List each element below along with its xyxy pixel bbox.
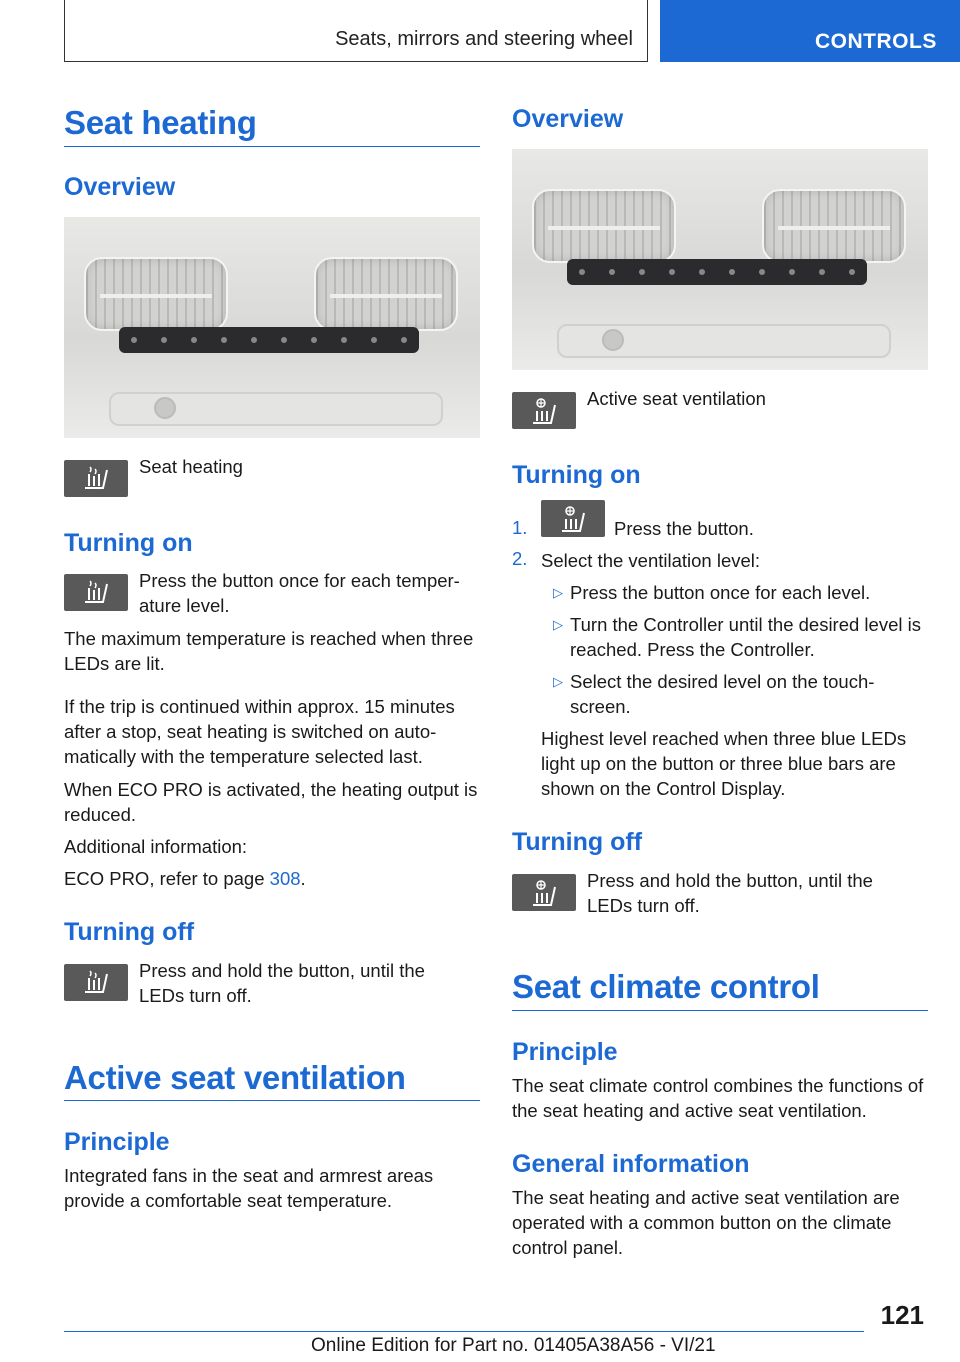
overview-heading-right: Overview [512, 105, 624, 133]
climate-button-strip [119, 327, 419, 353]
overview-heading-left: Overview [64, 173, 176, 201]
turning-off-heading-right: Turning off [512, 828, 643, 856]
section-title: Seats, mirrors and steering wheel [335, 28, 633, 50]
page-link-308[interactable]: 308 [269, 868, 301, 889]
turning-off-heading-left: Turning off [64, 918, 195, 946]
air-vent-right [762, 189, 906, 263]
general-info-heading: General information [512, 1150, 750, 1178]
step-1-text: Press the button. [614, 518, 754, 539]
edition-footer: Online Edition for Part no. 01405A38A56 - VI/21 [311, 1335, 716, 1356]
step-2-text: Select the ventilation level: [541, 550, 761, 571]
climate-panel-photo-left [64, 217, 480, 438]
highest-level-text: Highest level reached when three blue LEDs light up on the button or three blue bars are shown on the Control Display. [541, 728, 907, 799]
turning-off-text-line2: LEDs turn off. [139, 985, 252, 1006]
step-number-2: 2. [512, 548, 528, 569]
bullet-marker: ▷ [553, 617, 563, 632]
bullet-marker: ▷ [553, 585, 563, 600]
climate-button-strip [567, 259, 867, 285]
seat-ventilation-icon [541, 500, 605, 537]
active-seat-ventilation-title: Active seat ventilation [64, 1059, 406, 1096]
bullet-marker: ▷ [553, 674, 563, 689]
principle-heading-left: Principle [64, 1128, 170, 1156]
turning-on-text-line1: Press the button once for each temper‐ [139, 570, 460, 591]
air-vent-left [84, 257, 228, 331]
title-rule [64, 1100, 480, 1101]
chapter-title: CONTROLS [815, 30, 937, 53]
turning-off-right-line2: LEDs turn off. [587, 895, 700, 916]
overview-caption-left: Seat heating [139, 456, 243, 477]
turning-off-text-line1: Press and hold the button, until the [139, 960, 425, 981]
bullet-1-text: Press the button once for each level. [570, 582, 871, 603]
bullet-3-text: Select the desired level on the touch‐ screen. [570, 671, 875, 717]
turning-on-heading-left: Turning on [64, 529, 193, 557]
air-vent-left [532, 189, 676, 263]
general-info-text: The seat heating and active seat ventilation are operated with a common button on the climate control panel. [512, 1187, 900, 1258]
seat-heating-icon [64, 574, 128, 611]
running-header [64, 0, 648, 62]
title-rule [512, 1010, 928, 1011]
max-temperature-text: The maximum temperature is reached when three LEDs are lit. [64, 628, 474, 674]
eco-pro-reference: ECO PRO, refer to page 308. [64, 868, 306, 889]
turning-on-heading-right: Turning on [512, 461, 641, 489]
seat-heating-icon [64, 460, 128, 497]
step-number-1: 1. [512, 517, 528, 538]
principle-heading-right: Principle [512, 1038, 618, 1066]
seat-heating-title: Seat heating [64, 104, 257, 141]
overview-caption-right: Active seat ventilation [587, 388, 766, 409]
turning-off-right-line1: Press and hold the button, until the [587, 870, 873, 891]
bullet-2-text: Turn the Controller until the desired level is reached. Press the Controller. [570, 614, 921, 660]
chapter-tab[interactable] [660, 0, 960, 62]
turning-on-text-line2: ature level. [139, 595, 230, 616]
volume-knob [602, 329, 624, 351]
principle-text-left: Integrated fans in the seat and armrest areas provide a comfortable seat temperature. [64, 1165, 434, 1211]
seat-heating-icon [64, 964, 128, 1001]
climate-panel-photo-right [512, 149, 928, 370]
additional-info-text: Additional information: [64, 836, 248, 857]
title-rule [64, 146, 480, 147]
footer-rule [64, 1331, 864, 1332]
eco-pro-text: When ECO PRO is activated, the heating output is reduced. [64, 779, 478, 825]
volume-knob [154, 397, 176, 419]
air-vent-right [314, 257, 458, 331]
page-number: 121 [880, 1300, 924, 1330]
trip-continued-text: If the trip is continued within approx. 15 minutes after a stop, seat heating is switched on auto‐ matically with the temperature selected last. [64, 696, 455, 767]
principle-text-right: The seat climate control combines the functions of the seat heating and active seat ventilation. [512, 1075, 924, 1121]
seat-ventilation-icon [512, 392, 576, 429]
seat-ventilation-icon [512, 874, 576, 911]
seat-climate-control-title: Seat climate control [512, 968, 820, 1005]
